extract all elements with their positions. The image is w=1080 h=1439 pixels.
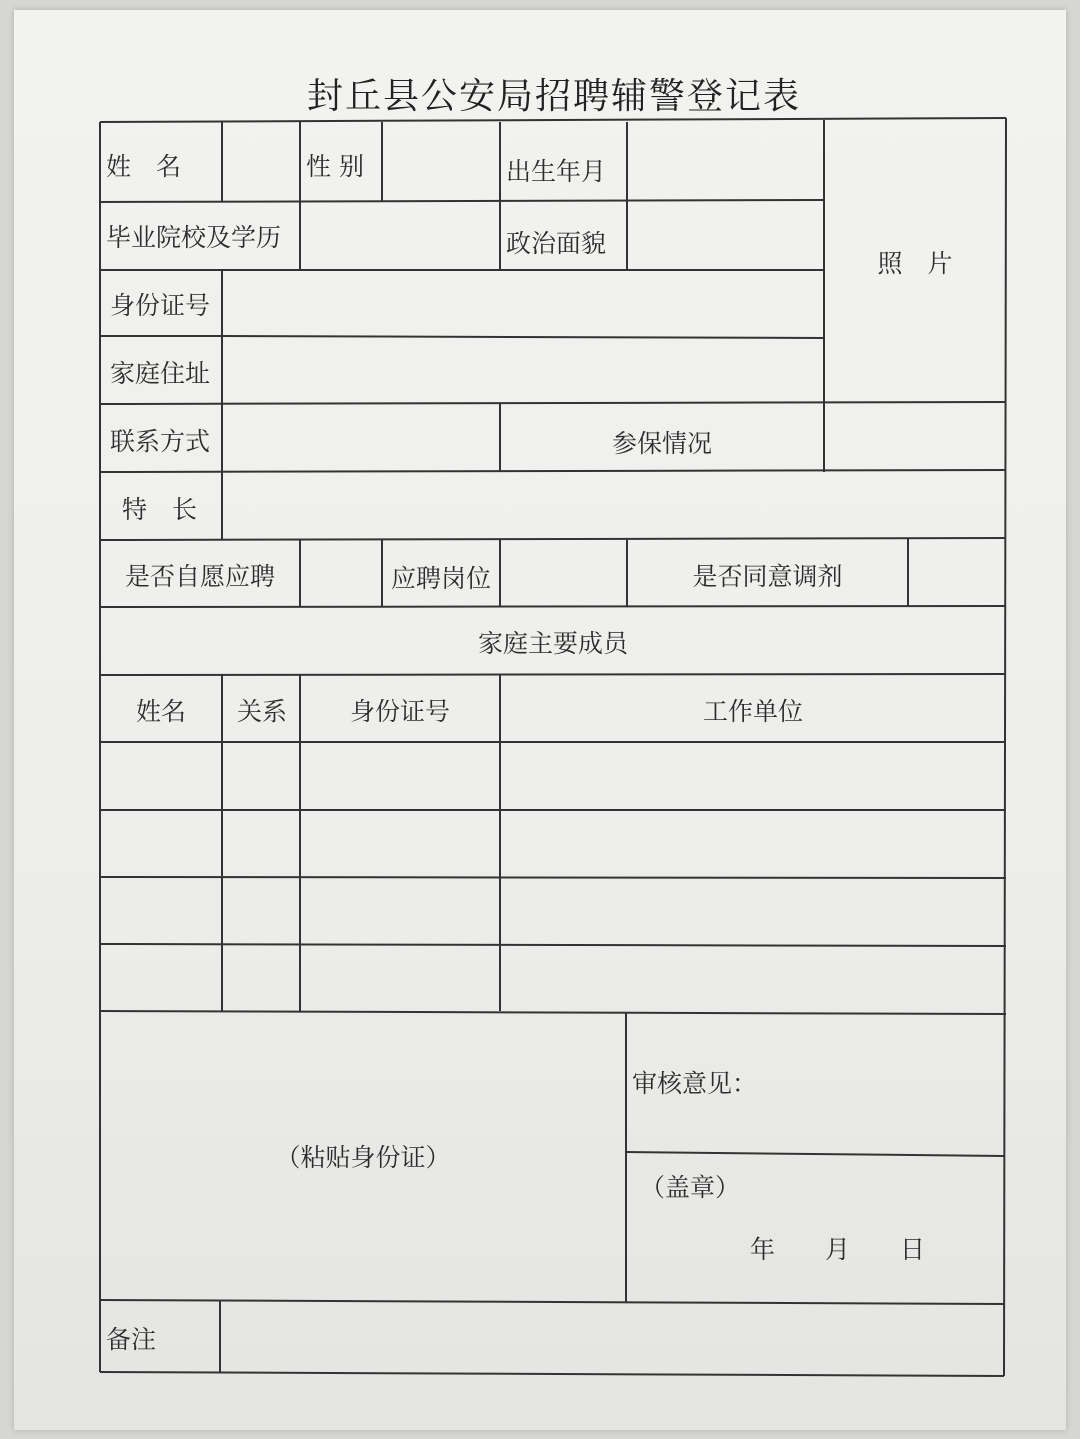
- family-row-3-relation[interactable]: [224, 880, 298, 942]
- id-number-label: 身份证号: [110, 291, 211, 320]
- gender-label: 性 别: [306, 152, 364, 181]
- contact-label: 联系方式: [110, 427, 211, 456]
- voluntary-field[interactable]: [302, 542, 380, 605]
- review-date: 年 月 日: [750, 1235, 926, 1264]
- family-row-2-id[interactable]: [302, 812, 498, 875]
- family-section-title: 家庭主要成员: [477, 629, 628, 658]
- review-label: 审核意见：: [632, 1069, 758, 1098]
- id-paste-label: （粘贴身份证）: [275, 1143, 451, 1172]
- family-col-work: 工作单位: [702, 697, 803, 726]
- family-row-3-id[interactable]: [302, 880, 498, 942]
- school-label: 毕业院校及学历: [106, 223, 282, 252]
- voluntary-label: 是否自愿应聘: [124, 562, 275, 591]
- adjust-label: 是否同意调剂: [692, 562, 843, 591]
- name-label: 姓 名: [106, 152, 182, 181]
- address-field[interactable]: [224, 340, 822, 402]
- adjust-field[interactable]: [910, 540, 1004, 604]
- family-row-2-relation[interactable]: [224, 812, 298, 875]
- remarks-field[interactable]: [222, 1304, 1004, 1370]
- seal-label: （盖章）: [640, 1173, 741, 1202]
- family-row-2-work[interactable]: [502, 812, 1004, 875]
- family-row-4-work[interactable]: [502, 947, 1004, 1009]
- family-row-4-name[interactable]: [102, 947, 220, 1009]
- name-field[interactable]: [224, 124, 298, 200]
- family-row-3-work[interactable]: [502, 880, 1004, 942]
- id-paste-area[interactable]: [102, 1014, 624, 1298]
- political-label: 政治面貌: [506, 229, 607, 258]
- insurance-label: 参保情况: [611, 429, 712, 458]
- position-label: 应聘岗位: [390, 564, 491, 593]
- birth-field[interactable]: [629, 124, 822, 200]
- family-row-2-name[interactable]: [102, 812, 220, 875]
- address-label: 家庭住址: [110, 359, 211, 388]
- specialty-field[interactable]: [224, 474, 1004, 538]
- family-row-3-name[interactable]: [102, 880, 220, 942]
- family-row-1-name[interactable]: [102, 744, 220, 808]
- family-row-4-id[interactable]: [302, 947, 498, 1009]
- family-row-4-relation[interactable]: [224, 947, 298, 1009]
- family-col-relation: 关系: [236, 697, 287, 726]
- photo-box[interactable]: [826, 122, 1004, 400]
- specialty-label: 特 长: [122, 495, 198, 524]
- remarks-label: 备注: [106, 1325, 157, 1354]
- position-field[interactable]: [502, 542, 625, 605]
- gender-field[interactable]: [384, 124, 498, 200]
- form-title: 封丘县公安局招聘辅警登记表: [306, 76, 801, 117]
- review-field[interactable]: [628, 1016, 1004, 1150]
- family-col-name: 姓名: [135, 697, 186, 726]
- photo-label: 照 片: [877, 249, 953, 278]
- family-row-1-id[interactable]: [302, 744, 498, 808]
- birth-label: 出生年月: [506, 157, 607, 186]
- family-row-1-work[interactable]: [502, 744, 1004, 808]
- id-number-field[interactable]: [224, 272, 822, 334]
- family-row-1-relation[interactable]: [224, 744, 298, 808]
- family-col-id: 身份证号: [349, 697, 450, 726]
- political-field[interactable]: [629, 204, 822, 268]
- insurance-field[interactable]: [826, 404, 1004, 468]
- school-field[interactable]: [302, 204, 498, 268]
- contact-field[interactable]: [224, 406, 498, 470]
